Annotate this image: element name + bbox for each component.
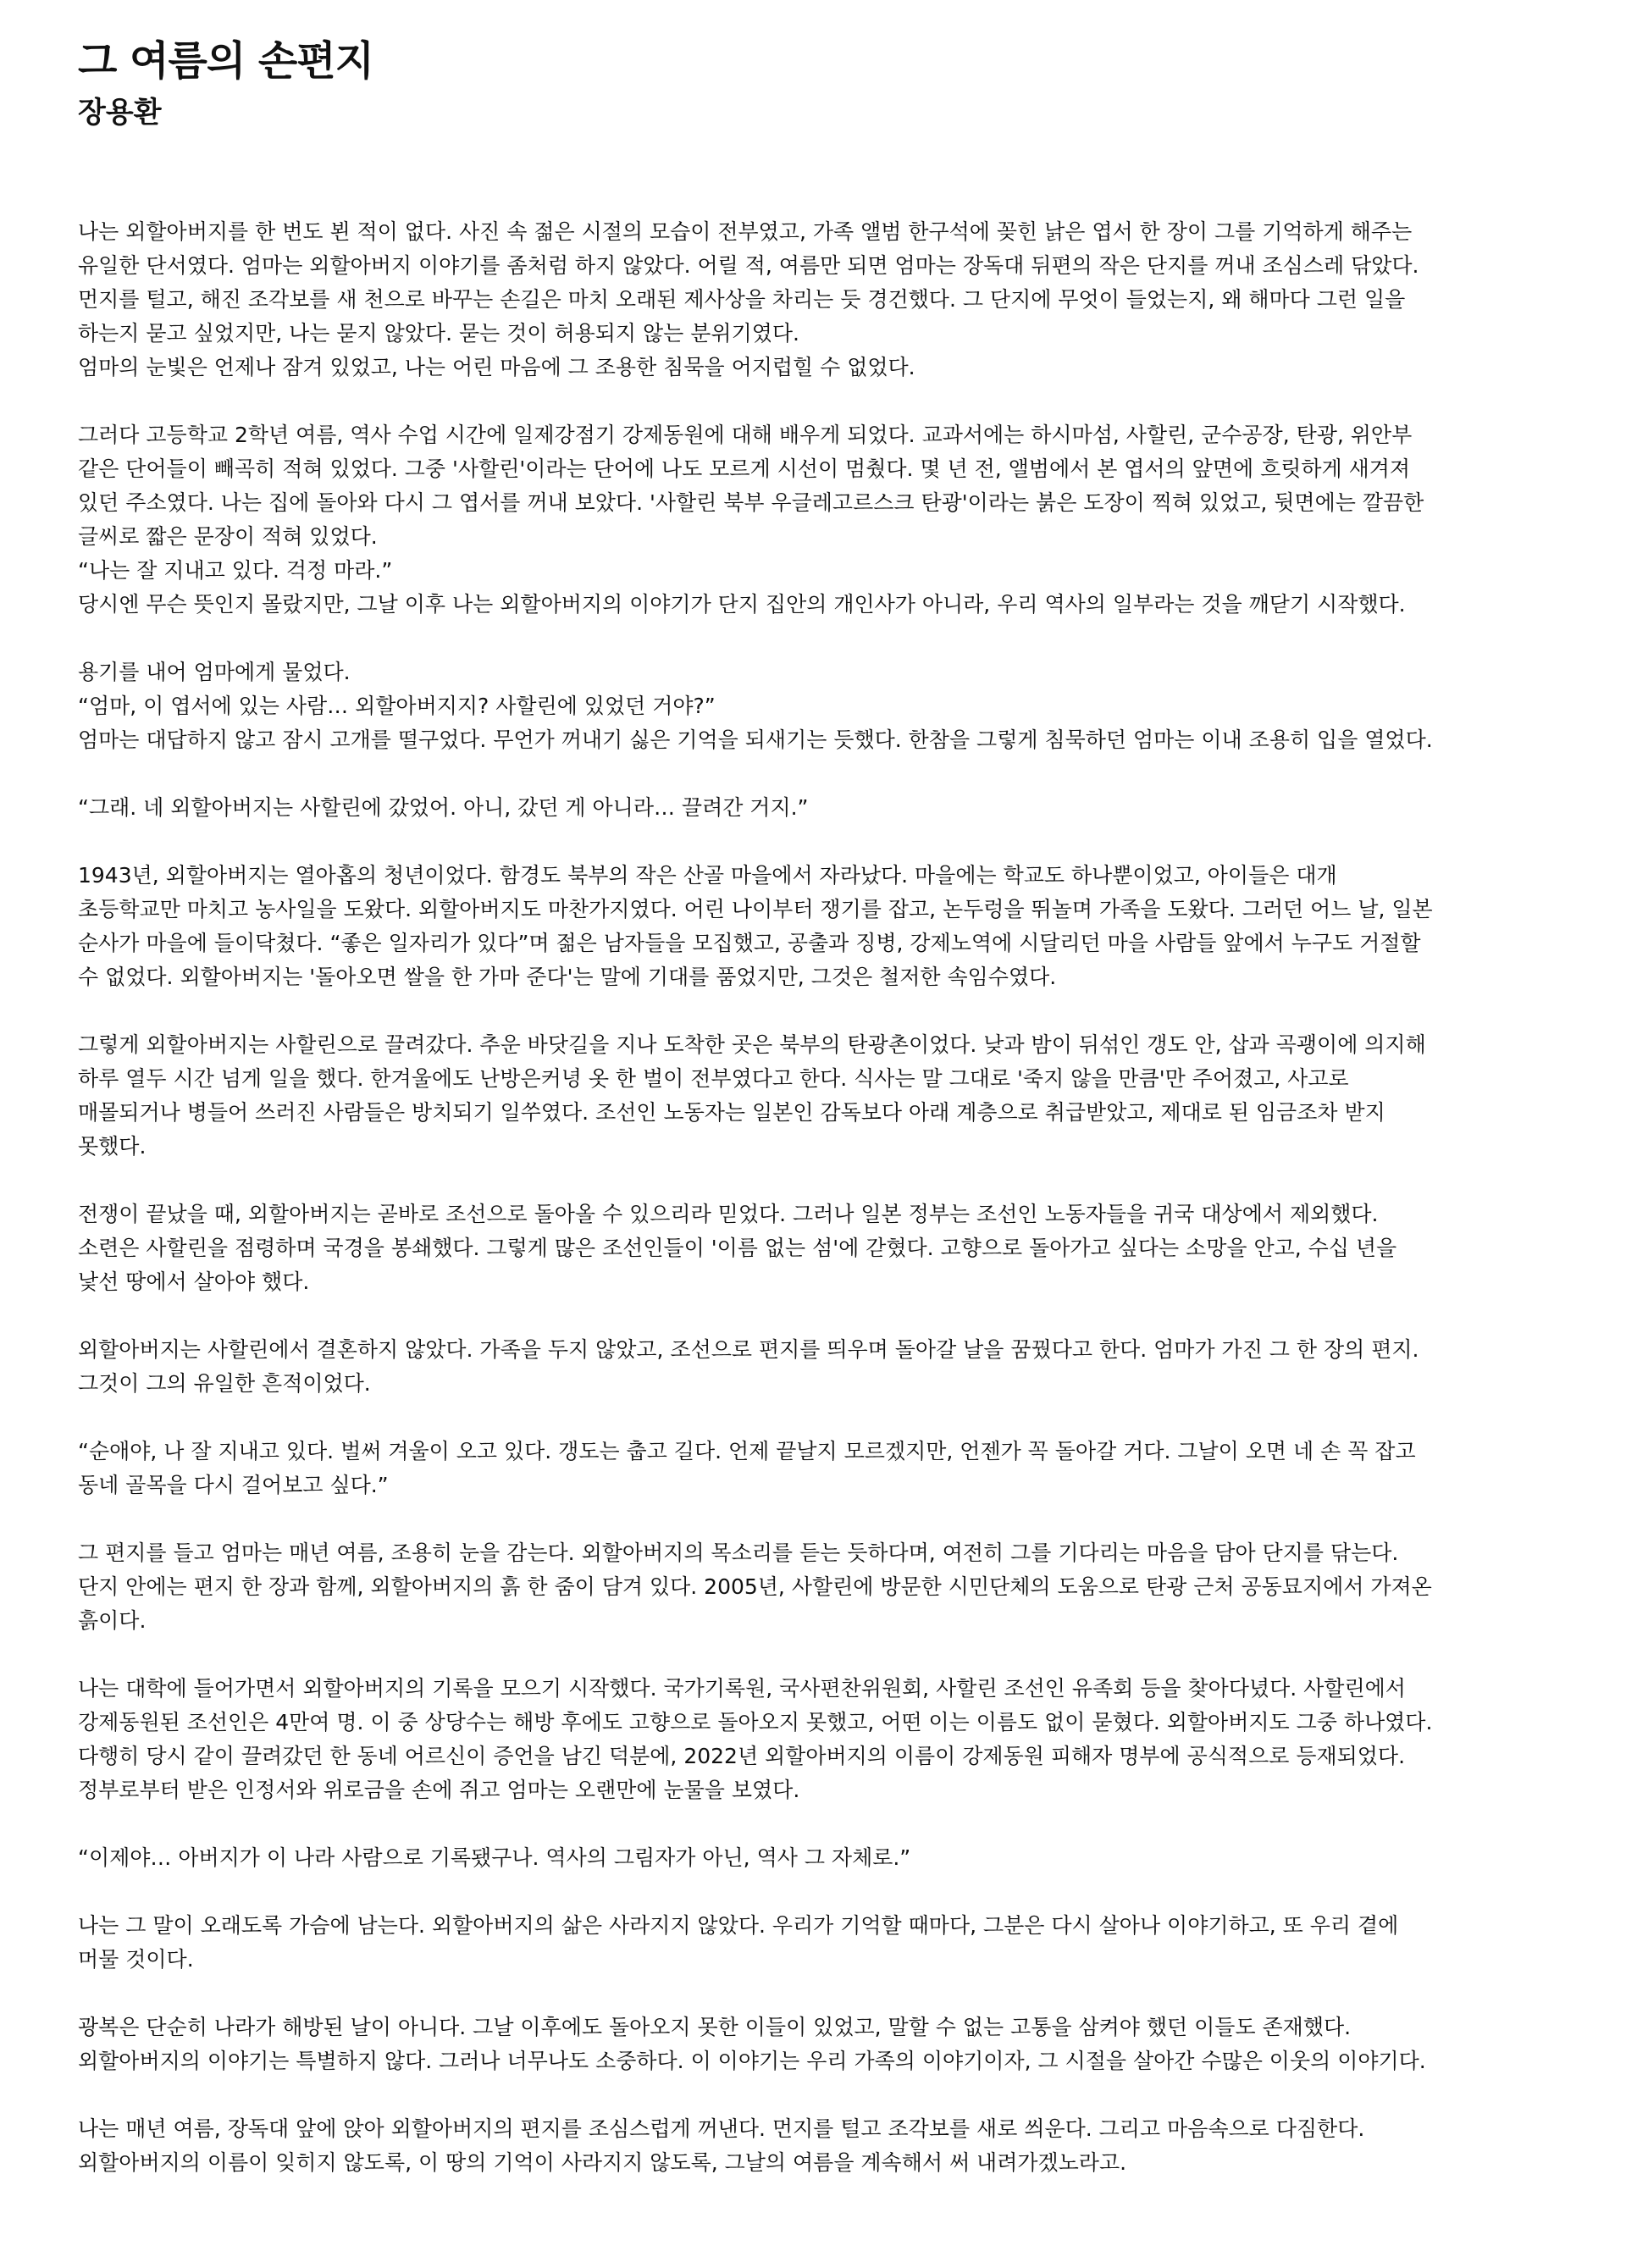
paragraph	[78, 1672, 1548, 1807]
paragraph-line: 나는 매년 여름, 장독대 앞에 앉아 외할아버지의 편지를 조심스럽게 꺼낸다. 먼지를 털고 조각보를 새로 씌운다. 그리고 마음속으로 다짐한다.	[78, 2116, 1365, 2141]
paragraph-line: 용기를 내어 엄마에게 물었다.	[78, 660, 351, 684]
paragraph	[78, 1333, 1548, 1401]
paragraph-line: 외할아버지의 이야기는 특별하지 않다. 그러나 너무나도 소중하다. 이 이야기는 우리 가족의 이야기이자, 그 시절을 살아간 수많은 이웃의 이야기다.	[78, 2049, 1426, 2073]
paragraph-line: 같은 단어들이 빼곡히 적혀 있었다. 그중 '사할린'이라는 단어에 나도 모르게 시선이 멈췄다. 몇 년 전, 앨범에서 본 엽서의 앞면에 흐릿하게 새겨져	[78, 456, 1411, 481]
paragraph-line: 하루 열두 시간 넘게 일을 했다. 한겨울에도 난방은커녕 옷 한 벌이 전부였다고 한다. 식사는 말 그대로 '죽지 않을 만큼'만 주어졌고, 사고로	[78, 1066, 1349, 1091]
paragraph-line: 머물 것이다.	[78, 1947, 194, 1972]
paragraph-line: “이제야… 아버지가 이 나라 사람으로 기록됐구나. 역사의 그림자가 아닌, 역사 그 자체로.”	[78, 1845, 911, 1870]
paragraph-line: 외할아버지의 이름이 잊히지 않도록, 이 땅의 기억이 사라지지 않도록, 그날의 여름을 계속해서 써 내려가겠노라고.	[78, 2150, 1127, 2175]
paragraph-line: 초등학교만 마치고 농사일을 도왔다. 외할아버지도 마찬가지였다. 어린 나이부터 쟁기를 잡고, 논두렁을 뛰놀며 가족을 도왔다. 그러던 어느 날, 일본	[78, 897, 1433, 921]
paragraph-line: 수 없었다. 외할아버지는 '돌아오면 쌀을 한 가마 준다'는 말에 기대를 품었지만, 그것은 철저한 속임수였다.	[78, 965, 1057, 989]
document-body	[78, 215, 1548, 2180]
paragraph-line: 흙이다.	[78, 1608, 147, 1633]
paragraph-line: 하는지 묻고 싶었지만, 나는 묻지 않았다. 묻는 것이 허용되지 않는 분위기였다.	[78, 321, 799, 346]
paragraph-line: 당시엔 무슨 뜻인지 몰랐지만, 그날 이후 나는 외할아버지의 이야기가 단지 집안의 개인사가 아니라, 우리 역사의 일부라는 것을 깨닫기 시작했다.	[78, 592, 1406, 617]
paragraph-line: 순사가 마을에 들이닥쳤다. “좋은 일자리가 있다”며 젊은 남자들을 모집했고, 공출과 징병, 강제노역에 시달리던 마을 사람들 앞에서 누구도 거절할	[78, 931, 1421, 955]
paragraph-line: 그렇게 외할아버지는 사할린으로 끌려갔다. 추운 바닷길을 지나 도착한 곳은 북부의 탄광촌이었다. 낮과 밤이 뒤섞인 갱도 안, 삽과 곡괭이에 의지해	[78, 1032, 1426, 1057]
paragraph-line: 강제동원된 조선인은 4만여 명. 이 중 상당수는 해방 후에도 고향으로 돌아오지 못했고, 어떤 이는 이름도 없이 묻혔다. 외할아버지도 그중 하나였다.	[78, 1710, 1433, 1734]
paragraph-line: 광복은 단순히 나라가 해방된 날이 아니다. 그날 이후에도 돌아오지 못한 이들이 있었고, 말할 수 없는 고통을 삼켜야 했던 이들도 존재했다.	[78, 2015, 1352, 2039]
paragraph-line: 전쟁이 끝났을 때, 외할아버지는 곧바로 조선으로 돌아올 수 있으리라 믿었다. 그러나 일본 정부는 조선인 노동자들을 귀국 대상에서 제외했다.	[78, 1202, 1379, 1226]
paragraph	[78, 2011, 1548, 2078]
paragraph	[78, 791, 1548, 825]
paragraph-line: 글씨로 짧은 문장이 적혀 있었다.	[78, 524, 378, 549]
paragraph-line: 다행히 당시 같이 끌려갔던 한 동네 어르신이 증언을 남긴 덕분에, 2022년 외할아버지의 이름이 강제동원 피해자 명부에 공식적으로 등재되었다.	[78, 1744, 1406, 1768]
paragraph-line: “그래. 네 외할아버지는 사할린에 갔었어. 아니, 갔던 게 아니라… 끌려간 거지.”	[78, 795, 809, 820]
paragraph	[78, 1028, 1548, 1164]
paragraph-line: 그것이 그의 유일한 흔적이었다.	[78, 1371, 371, 1396]
paragraph-line: 나는 대학에 들어가면서 외할아버지의 기록을 모으기 시작했다. 국가기록원, 국사편찬위원회, 사할린 조선인 유족회 등을 찾아다녔다. 사할린에서	[78, 1676, 1406, 1701]
paragraph-line: 유일한 단서였다. 엄마는 외할아버지 이야기를 좀처럼 하지 않았다. 어릴 적, 여름만 되면 엄마는 장독대 뒤편의 작은 단지를 꺼내 조심스레 닦았다.	[78, 253, 1419, 278]
paragraph	[78, 859, 1548, 994]
paragraph-line: “엄마, 이 엽서에 있는 사람… 외할아버지지? 사할린에 있었던 거야?”	[78, 694, 716, 718]
paragraph-line: 엄마는 대답하지 않고 잠시 고개를 떨구었다. 무언가 꺼내기 싫은 기억을 되새기는 듯했다. 한참을 그렇게 침묵하던 엄마는 이내 조용히 입을 열었다.	[78, 727, 1433, 752]
paragraph-line: 나는 외할아버지를 한 번도 뵌 적이 없다. 사진 속 젊은 시절의 모습이 전부였고, 가족 앨범 한구석에 꽂힌 낡은 엽서 한 장이 그를 기억하게 해주는	[78, 219, 1413, 244]
paragraph	[78, 1909, 1548, 1977]
paragraph-line: 낯선 땅에서 살아야 했다.	[78, 1270, 310, 1294]
paragraph-line: 그 편지를 들고 엄마는 매년 여름, 조용히 눈을 감는다. 외할아버지의 목소리를 듣는 듯하다며, 여전히 그를 기다리는 마음을 담아 단지를 닦는다.	[78, 1541, 1399, 1565]
paragraph-line: 엄마의 눈빛은 언제나 잠겨 있었고, 나는 어린 마음에 그 조용한 침묵을 어지럽힐 수 없었다.	[78, 355, 915, 379]
paragraph-line: 먼지를 털고, 해진 조각보를 새 천으로 바꾸는 손길은 마치 오래된 제사상을 차리는 듯 경건했다. 그 단지에 무엇이 들었는지, 왜 해마다 그런 일을	[78, 287, 1406, 312]
paragraph-line: 소련은 사할린을 점령하며 국경을 봉쇄했다. 그렇게 많은 조선인들이 '이름 없는 섬'에 갇혔다. 고향으로 돌아가고 싶다는 소망을 안고, 수십 년을	[78, 1236, 1397, 1260]
paragraph	[78, 215, 1548, 384]
paragraph	[78, 418, 1548, 622]
paragraph-line: 못했다.	[78, 1134, 147, 1159]
paragraph	[78, 1536, 1548, 1638]
paragraph-line: “순애야, 나 잘 지내고 있다. 벌써 겨울이 오고 있다. 갱도는 춥고 길다. 언제 끝날지 모르겠지만, 언젠가 꼭 돌아갈 거다. 그날이 오면 네 손 꼭 잡고	[78, 1439, 1416, 1463]
paragraph-line: 단지 안에는 편지 한 장과 함께, 외할아버지의 흙 한 줌이 담겨 있다. 2005년, 사할린에 방문한 시민단체의 도움으로 탄광 근처 공동묘지에서 가져온	[78, 1574, 1432, 1599]
paragraph-line: 그러다 고등학교 2학년 여름, 역사 수업 시간에 일제강점기 강제동원에 대해 배우게 되었다. 교과서에는 하시마섬, 사할린, 군수공장, 탄광, 위안부	[78, 423, 1413, 447]
paragraph	[78, 1841, 1548, 1875]
paragraph-line: 정부로부터 받은 인정서와 위로금을 손에 쥐고 엄마는 오랜만에 눈물을 보였다.	[78, 1778, 800, 1802]
paragraph-line: 있던 주소였다. 나는 집에 돌아와 다시 그 엽서를 꺼내 보았다. '사할린 북부 우글레고르스크 탄광'이라는 붉은 도장이 찍혀 있었고, 뒷면에는 깔끔한	[78, 490, 1424, 515]
paragraph-line: 매몰되거나 병들어 쓰러진 사람들은 방치되기 일쑤였다. 조선인 노동자는 일본인 감독보다 아래 계층으로 취급받았고, 제대로 된 임금조차 받지	[78, 1100, 1385, 1125]
paragraph	[78, 2112, 1548, 2180]
paragraph	[78, 1198, 1548, 1299]
paragraph	[78, 1435, 1548, 1502]
paragraph-line: 외할아버지는 사할린에서 결혼하지 않았다. 가족을 두지 않았고, 조선으로 편지를 띄우며 돌아갈 날을 꿈꿨다고 한다. 엄마가 가진 그 한 장의 편지.	[78, 1337, 1419, 1362]
paragraph-line: 동네 골목을 다시 걸어보고 싶다.”	[78, 1473, 389, 1497]
paragraph-line: 나는 그 말이 오래도록 가슴에 남는다. 외할아버지의 삶은 사라지지 않았다. 우리가 기억할 때마다, 그분은 다시 살아나 이야기하고, 또 우리 곁에	[78, 1913, 1399, 1938]
document-author: 장용환	[78, 96, 162, 130]
document-title: 그 여름의 손편지	[78, 37, 373, 85]
paragraph-line: 1943년, 외할아버지는 열아홉의 청년이었다. 함경도 북부의 작은 산골 마을에서 자라났다. 마을에는 학교도 하나뿐이었고, 아이들은 대개	[78, 863, 1337, 888]
paragraph-line: “나는 잘 지내고 있다. 걱정 마라.”	[78, 558, 393, 583]
paragraph	[78, 656, 1548, 757]
